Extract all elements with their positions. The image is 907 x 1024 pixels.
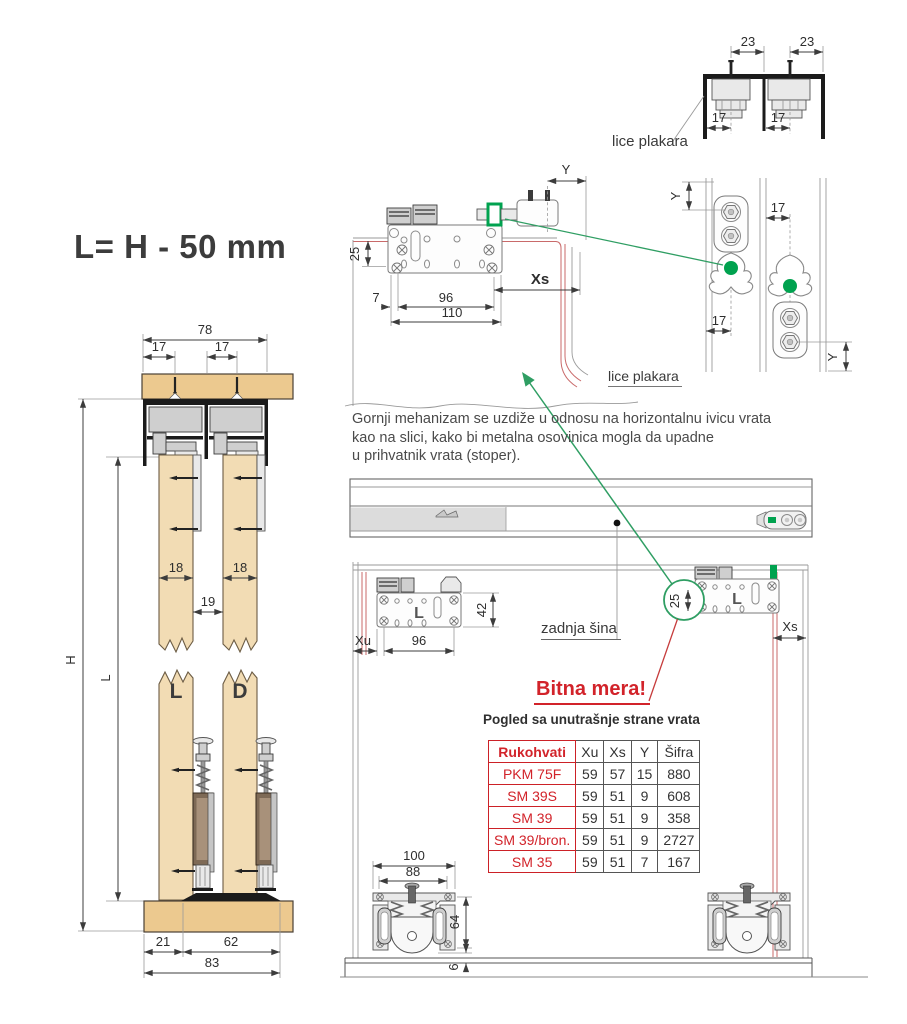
handles-table-container	[488, 740, 700, 873]
dim-Y-front-right: Y	[825, 352, 840, 362]
dim-25-mech: 25	[347, 246, 362, 262]
table-cell: 57	[604, 763, 631, 785]
table-cell: 9	[631, 829, 658, 851]
dim-17-front-top: 17	[770, 200, 786, 215]
dim-62: 62	[223, 934, 239, 949]
table-cell-name: SM 39	[489, 807, 576, 829]
table-header-xu: Xu	[576, 741, 604, 763]
table-cell: 59	[576, 851, 604, 873]
dim-Xs-inside: Xs	[782, 619, 798, 634]
top-wood-panel	[142, 374, 293, 399]
green-bar-marker	[770, 565, 777, 579]
table-cell: 51	[604, 807, 631, 829]
table-cell-name: SM 39/bron.	[489, 829, 576, 851]
label-bitna-mera: Bitna mera!	[534, 678, 650, 705]
left-bracket-plate	[377, 577, 461, 627]
table-row	[489, 807, 700, 829]
handles-dimension-table	[488, 740, 700, 873]
dim-18-right: 18	[232, 560, 248, 575]
table-header-y: Y	[631, 741, 658, 763]
table-cell: 9	[631, 807, 658, 829]
dim-Y-front-left: Y	[668, 191, 683, 201]
dim-H: H	[63, 655, 78, 665]
right-bracket-plate	[695, 565, 779, 613]
table-cell: 7	[631, 851, 658, 873]
dim-25-inside: 25	[667, 593, 682, 609]
dim-100: 100	[403, 848, 425, 863]
table-row	[489, 851, 700, 873]
table-header-xs: Xs	[604, 741, 631, 763]
table-cell: 59	[576, 763, 604, 785]
plate-label-right: L	[732, 591, 742, 608]
table-cell: 608	[658, 785, 700, 807]
table-cell: 51	[604, 829, 631, 851]
dim-96-mech: 96	[438, 290, 454, 305]
dim-96-inside: 96	[411, 633, 427, 648]
upper-mechanism-detail	[345, 162, 638, 408]
dim-17-front-bottom: 17	[711, 313, 727, 328]
label-zadnja-sina: zadnja šina	[541, 620, 621, 640]
bottom-roller-unit	[373, 883, 455, 953]
door-face-front-view	[668, 178, 852, 372]
dim-6: 6	[446, 963, 461, 971]
table-cell: 59	[576, 807, 604, 829]
top-profile-detail	[673, 34, 825, 141]
dim-7: 7	[372, 290, 380, 305]
label-lice-plakara-mid: lice plakara	[608, 368, 682, 387]
table-cell: 880	[658, 763, 700, 785]
table-cell: 59	[576, 785, 604, 807]
dim-21: 21	[155, 934, 171, 949]
dim-17-profile-right: 17	[770, 110, 786, 125]
table-header-row	[489, 741, 700, 763]
dim-Xs-mech: Xs	[530, 271, 550, 288]
dim-L: L	[98, 674, 113, 682]
note-line-2: kao na slici, kako bi metalna osovinica mogla da upadne	[352, 429, 714, 446]
table-cell: 51	[604, 785, 631, 807]
table-cell-name: SM 35	[489, 851, 576, 873]
table-cell: 9	[631, 785, 658, 807]
dim-23-right: 23	[799, 34, 815, 49]
rail-reference-dot	[614, 520, 621, 527]
plate-label-left: L	[414, 605, 424, 622]
dim-18-left: 18	[168, 560, 184, 575]
green-arrowhead	[522, 372, 535, 387]
door-label-L: L	[169, 680, 183, 703]
left-cross-section-view	[63, 322, 293, 978]
table-cell: 59	[576, 829, 604, 851]
dim-78: 78	[197, 322, 213, 337]
table-cell: 51	[604, 851, 631, 873]
dim-17-profile-left: 17	[711, 110, 727, 125]
table-title: Pogled sa unutrašnje strane vrata	[483, 712, 700, 727]
table-header-sifra: Šifra	[658, 741, 700, 763]
table-cell-name: PKM 75F	[489, 763, 576, 785]
formula-text: L= H - 50 mm	[74, 228, 287, 265]
table-row	[489, 785, 700, 807]
table-cell: 167	[658, 851, 700, 873]
door-label-D: D	[232, 680, 248, 703]
dim-17-left: 17	[151, 339, 167, 354]
green-dot-right	[783, 279, 797, 293]
dim-17-right: 17	[214, 339, 230, 354]
dim-23-left: 23	[740, 34, 756, 49]
table-cell: 2727	[658, 829, 700, 851]
dim-110: 110	[441, 305, 463, 320]
table-cell: 15	[631, 763, 658, 785]
dim-19: 19	[200, 594, 216, 609]
table-cell: 358	[658, 807, 700, 829]
label-lice-plakara-top: lice plakara	[612, 133, 688, 150]
bottom-wood-panel	[144, 901, 293, 932]
table-row	[489, 829, 700, 851]
green-dot-left	[724, 261, 738, 275]
note-line-3: u prihvatnik vrata (stoper).	[352, 448, 521, 464]
dim-Y-mech: Y	[561, 162, 571, 177]
table-cell-name: SM 39S	[489, 785, 576, 807]
note-paragraph	[352, 410, 771, 466]
dim-42: 42	[474, 602, 489, 618]
dim-Xu: Xu	[355, 633, 371, 648]
dim-83: 83	[204, 955, 220, 970]
dim-88: 88	[405, 864, 421, 879]
bottom-track	[181, 893, 281, 901]
dim-64: 64	[447, 914, 462, 930]
note-line-1: Gornji mehanizam se uzdiže u odnosu na horizontalnu ivicu vrata	[352, 411, 772, 427]
table-header-rukohvati: Rukohvati	[489, 741, 576, 763]
green-pin-marker	[488, 204, 501, 225]
table-row	[489, 763, 700, 785]
